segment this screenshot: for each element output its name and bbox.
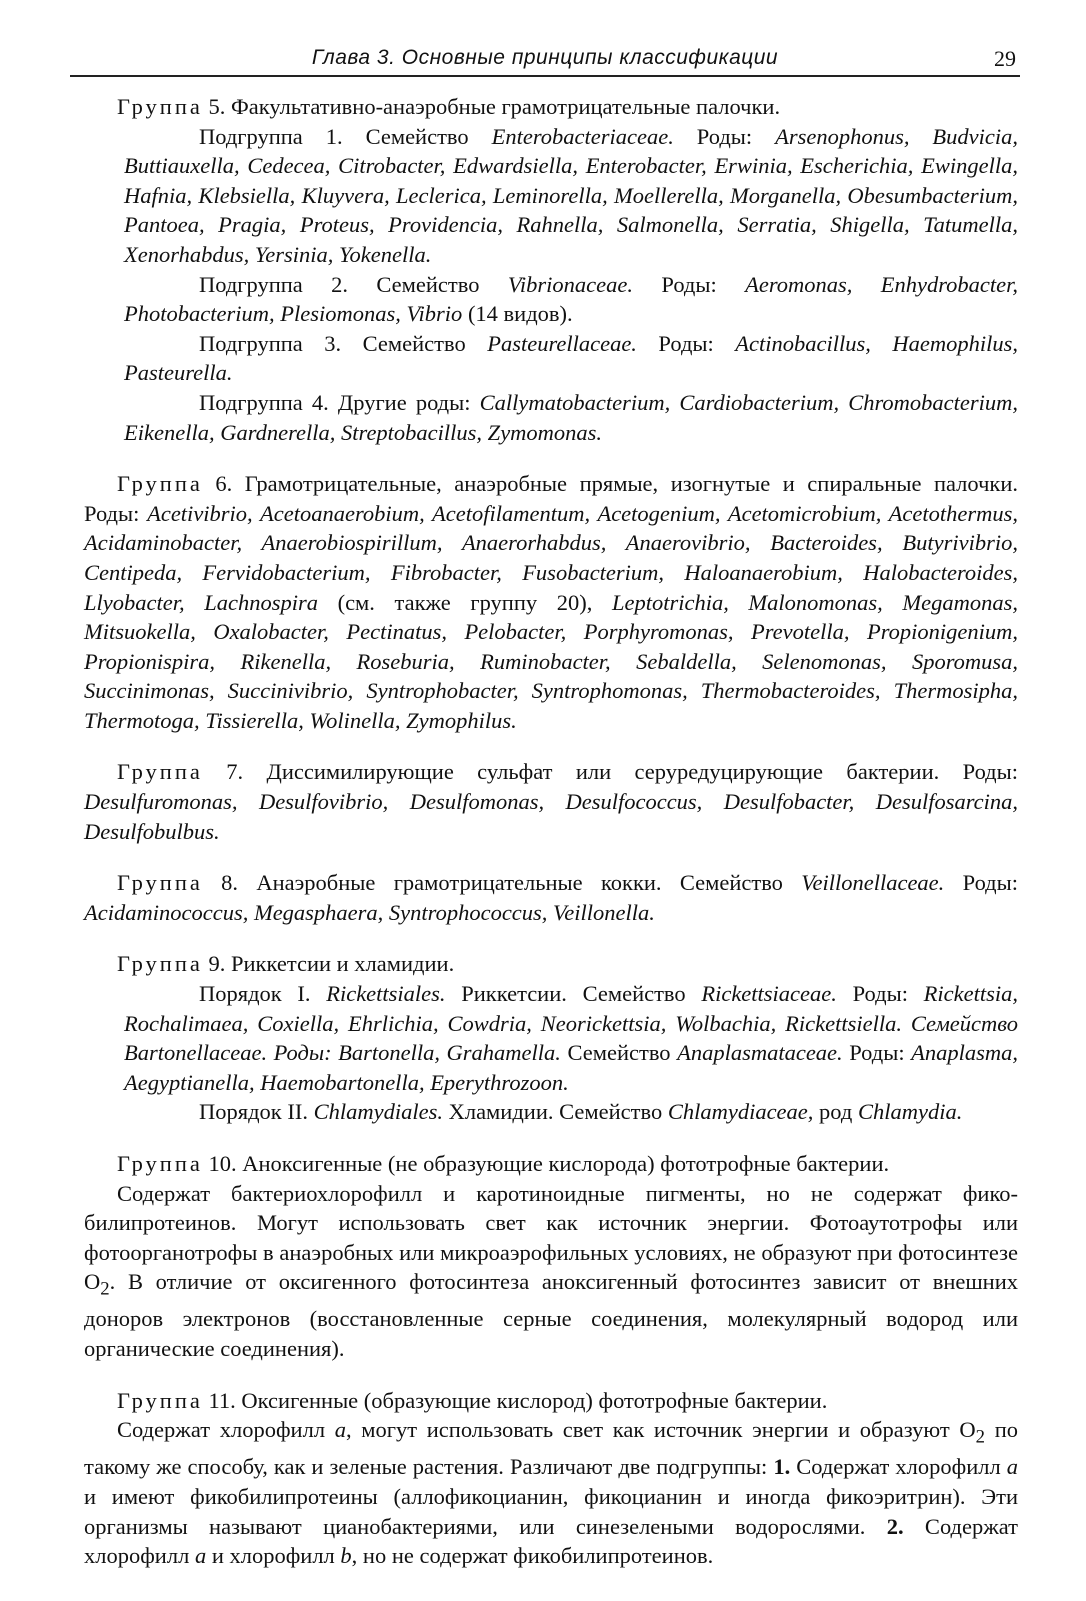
text-segment: Риккетсии. Семейство <box>445 981 702 1007</box>
group-heading-g11 <box>84 1386 1018 1416</box>
text-segment: 2. <box>886 1513 904 1539</box>
italic-text: Veillonellaceae. <box>801 870 945 896</box>
text-segment: Содержат хлорофилл <box>84 1513 1019 1569</box>
group-title: 5. Факультативно-анаэробные грамотрицательные палочки. <box>202 94 781 119</box>
text-segment: Порядок II. <box>199 1099 314 1125</box>
text-segment: Роды: <box>944 870 1018 896</box>
text-segment: (см. также группу 20), <box>317 589 612 615</box>
text-segment: 8. Анаэробные грамотрицательные кокки. Семейство <box>202 870 802 896</box>
italic-text: a <box>1006 1454 1018 1480</box>
italic-text: Chlamydiaceae, <box>667 1099 814 1125</box>
italic-text: Pasteurellaceae. <box>487 330 637 356</box>
italic-text: a <box>334 1417 346 1443</box>
italic-text: Arsenophonus, Budvicia, Buttiauxella, Cedecea, Citrobacter, Edwardsiella, Enterobacter, Erwinia, Escherichia, Ewingella, Hafnia, Klebsiella, Kluyvera, Leclerica, Leminorella, Moellerella, Morganella, Obesumbacterium, Pantoea, Pragia, Proteus, Providencia, Rahnella, Salmonella, Serratia, Shigella, Tatumella, Xenorhabdus, Yersinia, Yokenella. <box>124 123 1019 267</box>
group-title: 10. Аноксигенные (не образующие кислорода) фототрофные бактерии. <box>202 1151 890 1176</box>
italic-text: Chlamydiales. <box>313 1099 443 1125</box>
italic-text: Chlamydia. <box>857 1099 963 1125</box>
text-segment: . В отличие от оксигенного фотосинтеза аноксигенный фотосинтез зависит от внешних доноров электронов (восстановленные серные соединения, молекулярный водород или органические соединения). <box>84 1269 1018 1362</box>
text-segment: 2 <box>975 1426 986 1448</box>
italic-text: Acetivibrio, Acetoanaerobium, Acetofilamentum, Acetogenium, Acetomicrobium, Acetothermus, Acidaminobacter, Anaerobiospirillum, Anaerorhabdus, Anaerovibrio, Bacteroides, Butyrivibrio, Centipeda, Fervidobacterium, Fibrobacter, Fusobacterium, Haloanaerobium, Halobacteroides, Llyobacter, Lachnospira <box>84 500 1018 615</box>
italic-text: Leptotrichia, Malonomonas, Megamonas, Mitsuokella, Oxalobacter, Pectinatus, Pelobacter, Porphyromonas, Prevotella, Propionigenium, Propionispira, Rikenella, Roseburia, Ruminobacter, Sebaldella, Selenomonas, Sporomusa, Succinimonas, Succinivibrio, Syntrophobacter, Syntrophomonas, Thermobacteroides, Thermosipha, Thermotoga, Tissierella, Wolinella, Zymophilus. <box>84 589 1018 733</box>
italic-text: Actinobacillus, Haemophilus, Pasteurella. <box>124 330 1018 386</box>
text-segment: , но не содержат фикобилипротеинов. <box>351 1543 714 1569</box>
group-heading-g9 <box>84 949 1018 979</box>
text-segment: Роды: <box>842 1040 912 1066</box>
group-label: Группа <box>117 870 203 896</box>
paragraph-g5s4 <box>84 388 1018 447</box>
text-segment: Порядок I. <box>199 981 327 1007</box>
text-segment: Роды: <box>633 271 746 297</box>
paragraph-g5s1 <box>84 122 1018 270</box>
group-title: 11. Оксигенные (образующие кислород) фототрофные бактерии. <box>202 1387 828 1413</box>
italic-text: Acidaminococcus, Megasphaera, Syntrophococcus, Veillonella. <box>84 899 655 925</box>
italic-text: Vibrionaceae. <box>507 271 633 297</box>
text-segment: Содержат хлорофилл <box>117 1417 335 1443</box>
page-body <box>84 86 1018 1571</box>
group-label: Группа <box>117 94 203 119</box>
paragraph-g10p <box>84 1179 1018 1364</box>
text-segment: , могут использовать свет как источник энергии и образуют O <box>345 1417 976 1443</box>
group-label: Группа <box>117 1151 203 1176</box>
italic-text: Rickettsiales. <box>326 981 446 1007</box>
group-heading-g10 <box>84 1149 1018 1179</box>
text-segment: (14 видов). <box>462 301 573 327</box>
text-segment: Роды: <box>836 981 924 1007</box>
paragraph-g9o2 <box>84 1097 1018 1127</box>
italic-text: Rickettsia, Rochalimaea, Coxiella, Ehrlichia, Cowdria, Neorickettsia, Wolbachia, Rickettsiella. Семейство Bartonellaceae. Роды: Bartonella, Grahamella. <box>124 981 1018 1066</box>
italic-text: a <box>194 1543 207 1569</box>
paragraph-g5s2 <box>84 270 1018 329</box>
text-segment: Хламидии. Семейство <box>442 1099 668 1125</box>
group-label: Группа <box>117 951 203 977</box>
italic-text: Enterobacteriaceae. <box>491 123 674 149</box>
text-segment: Семейство <box>560 1040 678 1066</box>
text-segment: Подгруппа 1. Семейство <box>199 123 492 149</box>
italic-text: Anaplasma, Aegyptianella, Haemobartonella, Eperythrozoon. <box>124 1040 1018 1095</box>
text-segment: Содержат бактериохлорофилл и каротиноидные пигменты, но не содержат фикобилипротеинов. Могут использовать свет как источник энергии. Фотоаутотрофы или фотоорганотрофы в анаэробных или микроаэрофильных условиях, не образуют при фотосинтезе O <box>84 1180 1018 1295</box>
text-segment: Подгруппа 2. Семейство <box>199 271 508 297</box>
italic-text: b <box>340 1543 352 1569</box>
text-segment: Роды: <box>636 330 736 356</box>
running-title: Глава 3. Основные принципы классификации <box>311 46 779 69</box>
paragraph-g11p <box>84 1415 1018 1570</box>
text-segment: Роды: <box>673 123 776 149</box>
text-segment: и хлорофилл <box>206 1543 341 1569</box>
paragraph-g5s3 <box>84 329 1018 388</box>
group-label: Группа <box>117 1387 203 1413</box>
page-number: 29 <box>994 46 1016 71</box>
page-header <box>70 44 1020 78</box>
group-label: Группа <box>117 471 203 497</box>
paragraph-g9o1 <box>84 979 1018 1097</box>
text-segment: и имеют фикобилипротеины (аллофикоцианин, фикоцианин и иногда фикоэритрин). Эти организмы называют цианобактериями, или синезелеными водорослями. <box>84 1483 1018 1539</box>
group-heading-g8 <box>84 868 1018 927</box>
group-heading-g6 <box>84 469 1018 735</box>
text-segment: Содержат хлорофилл <box>790 1454 1007 1480</box>
group-label: Группа <box>117 759 203 785</box>
italic-text: Aeromonas, Enhydrobacter, Photobacterium, Plesiomonas, Vibrio <box>124 271 1018 327</box>
text-segment: Подгруппа 4. Другие роды: <box>199 389 480 415</box>
group-heading-g5 <box>84 92 1018 122</box>
italic-text: Anaplasmataceae. <box>677 1040 843 1066</box>
italic-text: Desulfuromonas, Desulfovibrio, Desulfomonas, Desulfococcus, Desulfobacter, Desulfosarcina, Desulfobulbus. <box>84 789 1018 844</box>
text-segment: по такому же способу, как и зеленые растения. Различают две подгруппы: <box>84 1417 1018 1480</box>
text-segment: род <box>813 1099 858 1125</box>
text-segment: 1. <box>773 1454 791 1480</box>
text-segment: 2 <box>100 1278 110 1300</box>
group-title: 9. Риккетсии и хламидии. <box>202 951 455 977</box>
text-segment: Подгруппа 3. Семейство <box>199 330 488 356</box>
group-heading-g7 <box>84 757 1018 846</box>
text-segment: 7. Диссимилирующие сульфат или серуредуцирующие бактерии. Роды: <box>202 759 1018 785</box>
italic-text: Callymatobacterium, Cardiobacterium, Chromobacterium, Eikenella, Gardnerella, Streptobacillus, Zymomonas. <box>124 389 1019 445</box>
italic-text: Rickettsiaceae. <box>701 981 837 1007</box>
header-rule <box>70 75 1020 77</box>
text-segment: 6. Грамотрицательные, анаэробные прямые, изогнутые и спиральные палочки. Роды: <box>84 471 1018 526</box>
